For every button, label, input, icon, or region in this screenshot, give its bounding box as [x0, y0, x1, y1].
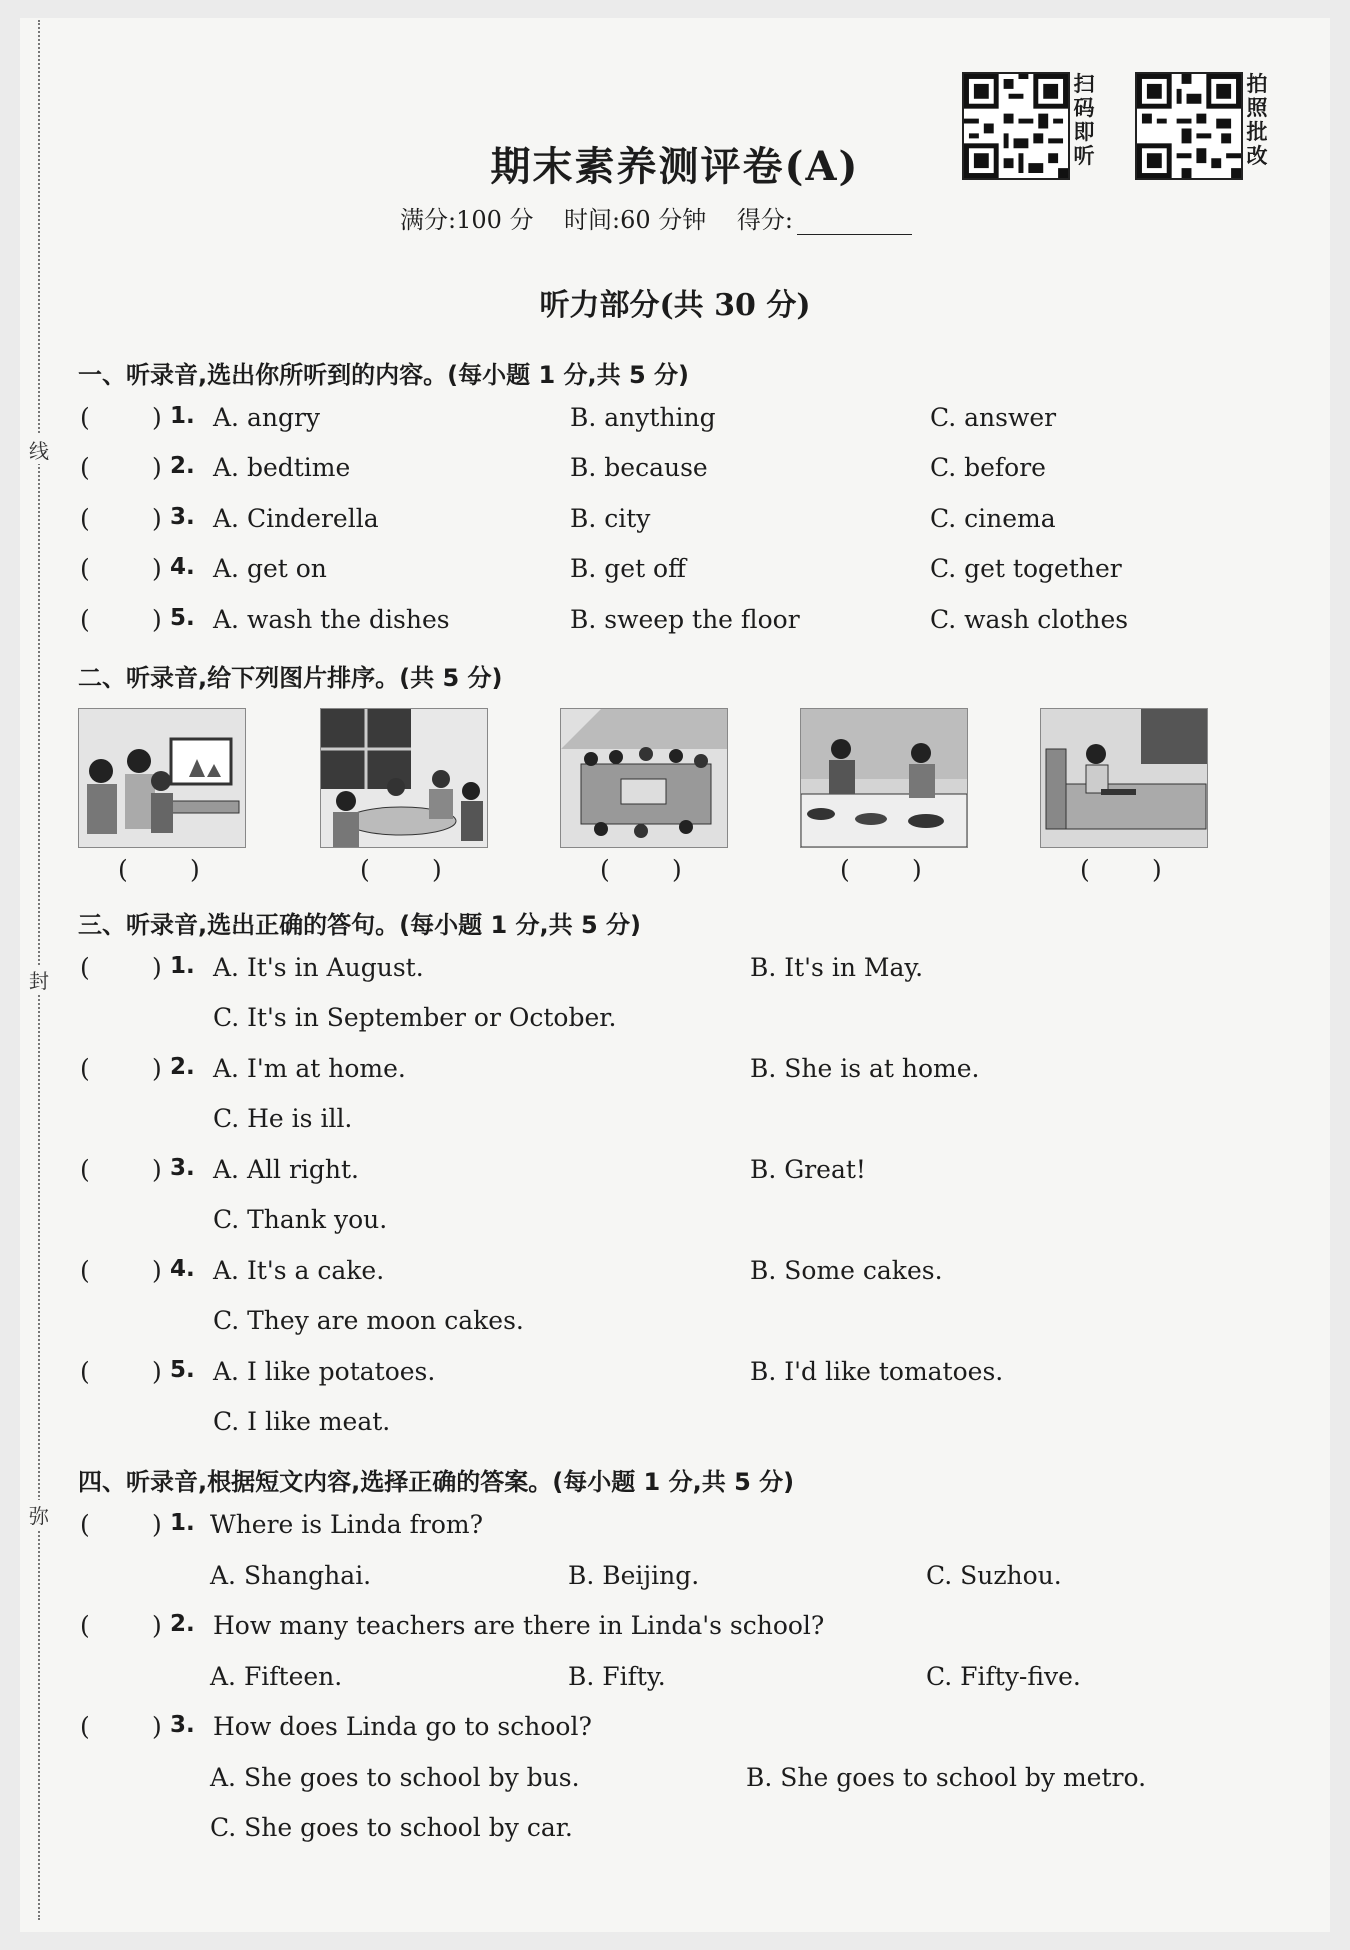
question-number: 3.	[170, 1712, 195, 1738]
sec3-question-1-c	[0, 1003, 1350, 1045]
answer-paren-close: )	[152, 554, 162, 583]
answer-paren-open[interactable]: (	[80, 605, 90, 634]
question-text: Where is Linda from?	[210, 1510, 483, 1539]
option-b: B. sweep the floor	[570, 605, 800, 634]
option-c: C. Suzhou.	[926, 1561, 1062, 1590]
question-text: How many teachers are there in Linda's school?	[213, 1611, 825, 1640]
sec4-question-1	[0, 1510, 1350, 1552]
option-b: B. because	[570, 453, 708, 482]
sec1-question-3	[0, 504, 1350, 546]
option-b: B. She is at home.	[750, 1054, 980, 1083]
score-label: 得分:	[736, 206, 793, 234]
option-c: C. She goes to school by car.	[210, 1813, 573, 1842]
answer-paren-close: )	[152, 1054, 162, 1083]
sec3-question-1	[0, 953, 1350, 995]
sec3-question-3	[0, 1155, 1350, 1197]
question-number: 1.	[170, 953, 195, 979]
question-number: 2.	[170, 453, 195, 479]
question-text: How does Linda go to school?	[213, 1712, 592, 1741]
sec3-question-2-c	[0, 1104, 1350, 1146]
exam-title: 期末素养测评卷(A)	[490, 143, 860, 190]
answer-paren-close: )	[190, 855, 200, 884]
option-a: A. All right.	[213, 1155, 359, 1184]
question-number: 3.	[170, 504, 195, 530]
option-b: B. She goes to school by metro.	[746, 1763, 1147, 1792]
sec3-question-5	[0, 1357, 1350, 1399]
score-blank[interactable]	[797, 212, 912, 235]
option-a: A. get on	[213, 554, 327, 583]
sec3-question-3-c	[0, 1205, 1350, 1247]
option-c: C. They are moon cakes.	[213, 1306, 524, 1335]
answer-paren-close: )	[152, 605, 162, 634]
option-a: A. I'm at home.	[213, 1054, 406, 1083]
section-1-heading: 一、听录音,选出你所听到的内容。(每小题 1 分,共 5 分)	[78, 361, 689, 389]
answer-paren-open[interactable]: (	[80, 1712, 90, 1741]
girl-on-bed-picture	[1040, 708, 1208, 848]
sec3-question-2	[0, 1054, 1350, 1096]
binding-char-seal: 封	[24, 965, 54, 994]
option-c: C. before	[930, 453, 1046, 482]
answer-paren-open[interactable]: (	[80, 1256, 90, 1285]
binding-char-mi: 弥	[24, 1500, 54, 1529]
option-c: C. get together	[930, 554, 1122, 583]
option-b: B. city	[570, 504, 651, 533]
option-c: C. I like meat.	[213, 1407, 391, 1436]
section-3-heading: 三、听录音,选出正确的答句。(每小题 1 分,共 5 分)	[78, 911, 641, 939]
option-a: A. bedtime	[213, 453, 351, 482]
answer-paren-close: )	[912, 855, 922, 884]
option-c: C. Thank you.	[213, 1205, 388, 1234]
answer-paren-open[interactable]: (	[80, 1357, 90, 1386]
option-c: C. He is ill.	[213, 1104, 353, 1133]
answer-paren-open[interactable]: (	[80, 504, 90, 533]
answer-paren-open[interactable]: (	[80, 453, 90, 482]
question-number: 1.	[170, 403, 195, 429]
answer-paren-close: )	[152, 1510, 162, 1539]
exam-meta	[400, 200, 912, 235]
option-c: C. wash clothes	[930, 605, 1129, 634]
sec4-question-2-options	[0, 1662, 1350, 1704]
answer-paren-close: )	[152, 1357, 162, 1386]
sec1-question-1	[0, 403, 1350, 445]
question-number: 1.	[170, 1510, 195, 1536]
option-a: A. It's a cake.	[213, 1256, 385, 1285]
listen-qr-label: 扫码即听	[1073, 72, 1095, 168]
time-limit: 时间:60 分钟	[564, 206, 707, 234]
option-c: C. answer	[930, 403, 1057, 432]
answer-paren-close: )	[672, 855, 682, 884]
answer-paren-close: )	[152, 1256, 162, 1285]
option-a: A. wash the dishes	[213, 605, 450, 634]
answer-paren-close: )	[152, 453, 162, 482]
option-b: B. Fifty.	[568, 1662, 666, 1691]
option-a: A. She goes to school by bus.	[210, 1763, 580, 1792]
option-a: A. Fifteen.	[210, 1662, 343, 1691]
answer-paren-open[interactable]: (	[600, 855, 610, 884]
question-number: 4.	[170, 1256, 195, 1282]
cooking-picture	[800, 708, 968, 848]
sec3-question-4	[0, 1256, 1350, 1298]
sec3-question-4-c	[0, 1306, 1350, 1348]
option-b: B. It's in May.	[750, 953, 924, 982]
listening-part-title: 听力部分(共 30 分)	[539, 288, 811, 323]
answer-paren-open[interactable]: (	[118, 855, 128, 884]
sec3-question-5-c	[0, 1407, 1350, 1449]
question-number: 5.	[170, 605, 195, 631]
sec4-question-3-options	[0, 1763, 1350, 1805]
option-a: A. Shanghai.	[210, 1561, 372, 1590]
option-b: B. anything	[570, 403, 716, 432]
answer-paren-open[interactable]: (	[80, 1611, 90, 1640]
question-number: 2.	[170, 1054, 195, 1080]
answer-paren-open[interactable]: (	[1080, 855, 1090, 884]
option-a: A. angry	[213, 403, 321, 432]
sec4-question-1-options	[0, 1561, 1350, 1603]
option-c: C. cinema	[930, 504, 1056, 533]
answer-paren-close: )	[152, 403, 162, 432]
sec4-question-3	[0, 1712, 1350, 1754]
option-a: A. I like potatoes.	[213, 1357, 436, 1386]
option-a: A. Cinderella	[213, 504, 379, 533]
option-b: B. Some cakes.	[750, 1256, 943, 1285]
answer-paren-open[interactable]: (	[80, 1054, 90, 1083]
answer-paren-open[interactable]: (	[80, 403, 90, 432]
sec4-question-3-option-c	[0, 1813, 1350, 1855]
question-number: 2.	[170, 1611, 195, 1637]
question-number: 3.	[170, 1155, 195, 1181]
classroom-picture	[560, 708, 728, 848]
answer-paren-close: )	[1152, 855, 1162, 884]
option-b: B. Great!	[750, 1155, 866, 1184]
question-number: 5.	[170, 1357, 195, 1383]
option-c: C. Fifty-five.	[926, 1662, 1081, 1691]
sec1-question-5	[0, 605, 1350, 647]
full-score: 满分:100 分	[400, 206, 534, 234]
answer-paren-close: )	[432, 855, 442, 884]
computer-friends-picture	[78, 708, 246, 848]
family-dinner-picture	[320, 708, 488, 848]
section-2-heading: 二、听录音,给下列图片排序。(共 5 分)	[78, 664, 503, 692]
answer-paren-open[interactable]: (	[840, 855, 850, 884]
answer-paren-close: )	[152, 504, 162, 533]
option-b: B. get off	[570, 554, 686, 583]
answer-paren-close: )	[152, 1155, 162, 1184]
option-a: A. It's in August.	[213, 953, 424, 982]
option-b: B. Beijing.	[568, 1561, 700, 1590]
option-b: B. I'd like tomatoes.	[750, 1357, 1004, 1386]
sec1-question-4	[0, 554, 1350, 596]
answer-paren-close: )	[152, 1712, 162, 1741]
grading-qr-label: 拍照批改	[1246, 72, 1268, 168]
sec1-question-2	[0, 453, 1350, 495]
section-4-heading: 四、听录音,根据短文内容,选择正确的答案。(每小题 1 分,共 5 分)	[78, 1468, 795, 1496]
answer-paren-open[interactable]: (	[80, 1155, 90, 1184]
answer-paren-close: )	[152, 953, 162, 982]
question-number: 4.	[170, 554, 195, 580]
binding-char-line: 线	[24, 435, 54, 464]
answer-paren-open[interactable]: (	[80, 554, 90, 583]
answer-paren-close: )	[152, 1611, 162, 1640]
answer-paren-open[interactable]: (	[80, 953, 90, 982]
sec4-question-2	[0, 1611, 1350, 1653]
answer-paren-open[interactable]: (	[80, 1510, 90, 1539]
answer-paren-open[interactable]: (	[360, 855, 370, 884]
option-c: C. It's in September or October.	[213, 1003, 617, 1032]
